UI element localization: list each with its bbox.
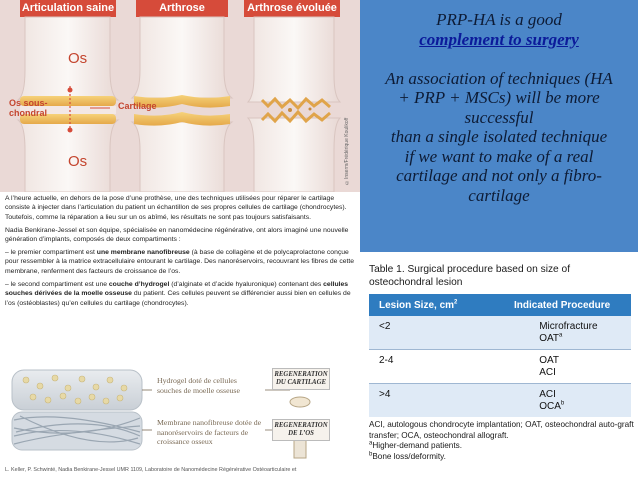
surgery-link[interactable]: complement to surgery <box>419 29 579 49</box>
panel-line: cartilage <box>468 185 530 205</box>
header-early-arthrosis: Arthrose <box>136 0 228 17</box>
label-subchondral-bone: Os sous- chondral <box>9 98 48 118</box>
table-row <box>369 316 631 350</box>
footnote-b: $^b$Bone loss/deformity. <box>369 450 446 461</box>
cell-procedure: OAT ACI <box>483 350 631 384</box>
footnote-a: $^a$Higher-demand patients. <box>369 440 463 450</box>
image-caption: L. Keller, P. Schwinté, Nadia Benkirane-Jessel UMR 1109, Laboratoire de Nanomédecine Régénérative Ostéoarticulaire et <box>5 467 297 473</box>
image-credit: ©Inserm/Frédérique Koulikoff <box>344 117 350 185</box>
panel-line: if we want to make of a real <box>404 146 594 166</box>
label-cartilage: Cartilage <box>118 101 157 111</box>
column-header-procedure: Indicated Procedure <box>483 294 631 316</box>
procedure-table-area <box>360 252 638 478</box>
joint-illustration <box>0 0 360 192</box>
regeneration-bone-label: REGENERATION DE L’OS <box>272 419 330 441</box>
table-footnote <box>369 420 634 462</box>
procedure-table <box>369 294 631 417</box>
membrane-label: Membrane nanofibreuse dotée de nanoréservoirs de facteurs de croissance osseux <box>157 418 262 446</box>
table-title: Table 1. Surgical procedure based on size of osteochondral lesion <box>369 264 571 288</box>
panel-line: PRP-HA is a good <box>436 10 562 29</box>
article-paragraph: – le second compartiment est une couche d’hydrogel (d’alginate et d’acide hyaluronique) contenant des cellules souches dérivées de la moelle osseuse du patient. Ces cellules peuvent se différencier aussi bien en cellules de l’os (ostéoblastes) qu’en cellules du cartilage (chondrocytes). <box>5 280 351 307</box>
article-paragraph: Nadia Benkirane-Jessel et son équipe, spécialisée en nanomédecine régénérative, ont alors imaginé une nouvelle génération d’implants, composés de deux compartiments : <box>5 226 349 244</box>
cell-procedure: ACI OCA$^b$ <box>483 384 631 418</box>
header-healthy-joint: Articulation saine <box>20 0 116 17</box>
hydrogel-label: Hydrogel doté de cellules souches de moelle osseuse <box>157 376 240 395</box>
cell-procedure: Microfracture OAT$^a$ <box>483 316 631 350</box>
cell-size: 2-4 <box>369 350 483 384</box>
panel-line: + PRP + MSCs) will be more <box>398 88 600 107</box>
label-bone-top: Os <box>68 50 88 67</box>
header-advanced-arthrosis: Arthrose évoluée <box>244 0 340 17</box>
joint-drawing <box>0 0 360 192</box>
article-text <box>5 194 357 311</box>
footnote-abbreviations: ACI, autologous chondrocyte implantation; OAT, osteochondral auto-graft transfer; OCA, osteochondral allograft. <box>369 420 634 440</box>
label-bone-bottom: Os <box>68 153 88 170</box>
implant-diagram <box>0 362 360 467</box>
table-row <box>369 350 631 384</box>
panel-line: cartilage and not only a fibro- <box>396 166 602 185</box>
cell-size: >4 <box>369 384 483 418</box>
summary-panel <box>360 0 638 252</box>
cell-size: <2 <box>369 316 483 350</box>
panel-line: than a single isolated technique <box>390 127 608 146</box>
advanced-arthrosis-joint <box>248 17 340 192</box>
panel-line: An association of techniques (HA <box>385 68 613 88</box>
table-row <box>369 384 631 418</box>
regeneration-cartilage-label: REGENERATION DU CARTILAGE <box>272 368 330 390</box>
article-paragraph: – le premier compartiment est une membrane nanofibreuse (à base de collagène et de polycaprolactone conçue pour ressembler à la matrice extracellulaire entourant le cartilage. Des nanoréservoirs, recouvrant les fibres de cette membrane, renferment des facteurs de croissance de l’os. <box>5 249 355 275</box>
panel-line: successful <box>464 107 534 127</box>
article-paragraph: A l’heure actuelle, en dehors de la pose d’une prothèse, une des techniques utilisées pour réparer le cartilage consiste à injecter dans l’articulation du patient un échantillon de ses propres cellules de cartilage (chondrocytes). Toutefois, comme la réparation a lieu sur un os abîmé, les résultats ne sont pas toujours satisfaisants. <box>5 195 347 221</box>
column-header-lesion-size: Lesion Size, $cm^2$ <box>369 294 483 316</box>
